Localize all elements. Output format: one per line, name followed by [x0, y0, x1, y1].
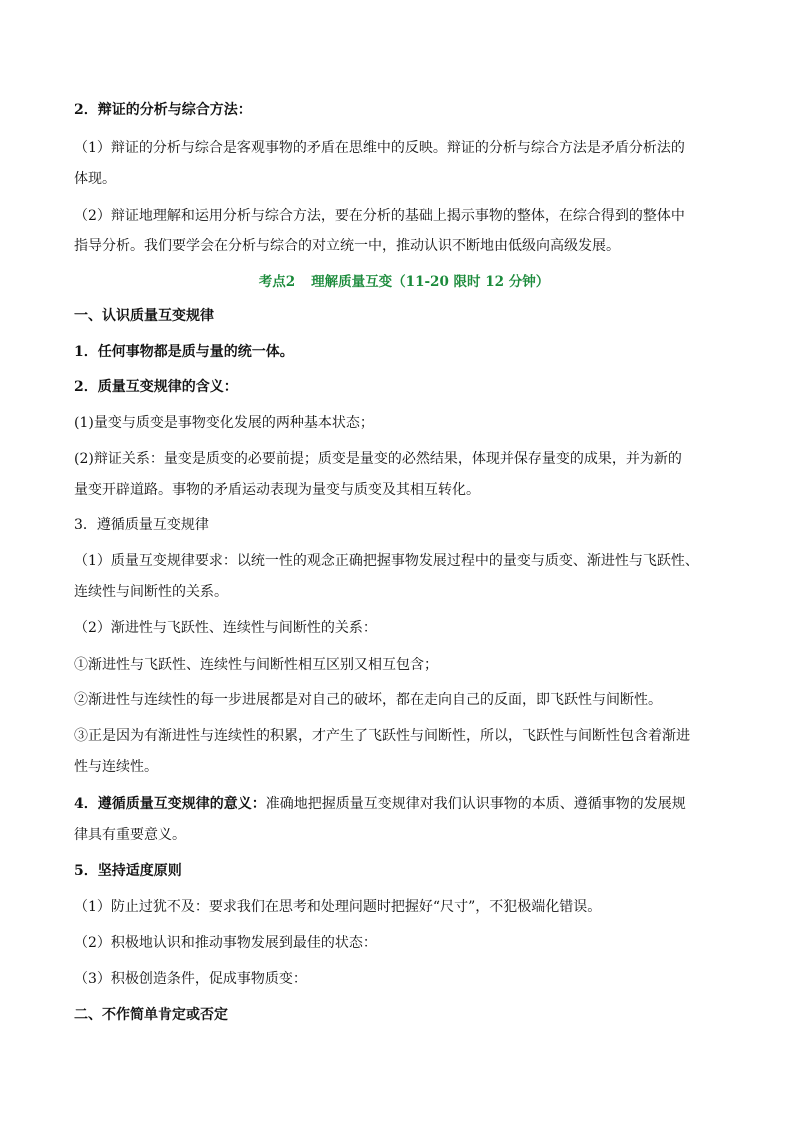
significance-label: 4．遵循质量互变规律的意义： [74, 796, 266, 812]
paragraph-line: （2）辩证地理解和运用分析与综合方法，要在分析的基础上揭示事物的整体，在综合得到的整体中 [74, 208, 685, 224]
significance-text: 准确地把握质量互变规律对我们认识事物的本质、遵循事物的发展规 [265, 796, 686, 812]
item-heading: 1．任何事物都是质与量的统一体。 [74, 344, 294, 360]
paragraph-line: 指导分析。我们要学会在分析与综合的对立统一中，推动认识不断地由低级向高级发展。 [74, 238, 620, 254]
item-heading: 3．遵循质量互变规律 [74, 517, 209, 533]
item-heading: 5．坚持适度原则 [74, 863, 182, 879]
paragraph-line: 量变开辟道路。事物的矛盾运动表现为量变与质变及其相互转化。 [74, 482, 480, 498]
paragraph-line: 体现。 [74, 171, 116, 187]
paragraph-line: ②渐进性与连续性的每一步进展都是对自己的破坏，都在走向自己的反面，即飞跃性与间断性。 [74, 692, 662, 708]
paragraph-line: (1)量变与质变是事物变化发展的两种基本状态； [74, 415, 374, 431]
paragraph-line: （1）防止过犹不及：要求我们在思考和处理问题时把握好“尺寸”，不犯极端化错误。 [74, 899, 602, 915]
heading-2: 二、不作简单肯定或否定 [74, 1007, 228, 1023]
heading-1: 一、认识质量互变规律 [74, 308, 214, 324]
paragraph-line: ③正是因为有渐进性与连续性的积累，才产生了飞跃性与间断性，所以，飞跃性与间断性包含着渐进 [74, 728, 690, 744]
section-title-dialectical-method: 2．辩证的分析与综合方法： [74, 102, 252, 118]
paragraph-line: （3）积极创造条件，促成事物质变： [74, 971, 307, 987]
kaodian-label: 考点2 [258, 274, 296, 290]
paragraph-line: （2）积极地认识和推动事物发展到最佳的状态： [74, 935, 377, 951]
paragraph-line: （1）质量互变规律要求：以统一性的观念正确把握事物发展过程中的量变与质变、渐进性与飞跃性、 [74, 553, 699, 569]
paragraph-line: 性与连续性。 [74, 759, 158, 775]
kaodian-title: 理解质量互变（11-20 限时 12 分钟） [311, 274, 550, 290]
paragraph-line: （2）渐进性与飞跃性、连续性与间断性的关系： [74, 620, 377, 636]
paragraph-line: 连续性与间断性的关系。 [74, 584, 228, 600]
item-heading: 2．质量互变规律的含义： [74, 379, 238, 395]
paragraph-line [74, 795, 734, 813]
kaodian-heading [74, 273, 734, 291]
paragraph-line: 律具有重要意义。 [74, 827, 186, 843]
paragraph-line: (2)辩证关系：量变是质变的必要前提；质变是量变的必然结果，体现并保存量变的成果，并为新的 [74, 451, 682, 467]
paragraph-line: （1）辩证的分析与综合是客观事物的矛盾在思维中的反映。辩证的分析与综合方法是矛盾分析法的 [74, 140, 685, 156]
paragraph-line: ①渐进性与飞跃性、连续性与间断性相互区别又相互包含； [74, 657, 438, 673]
